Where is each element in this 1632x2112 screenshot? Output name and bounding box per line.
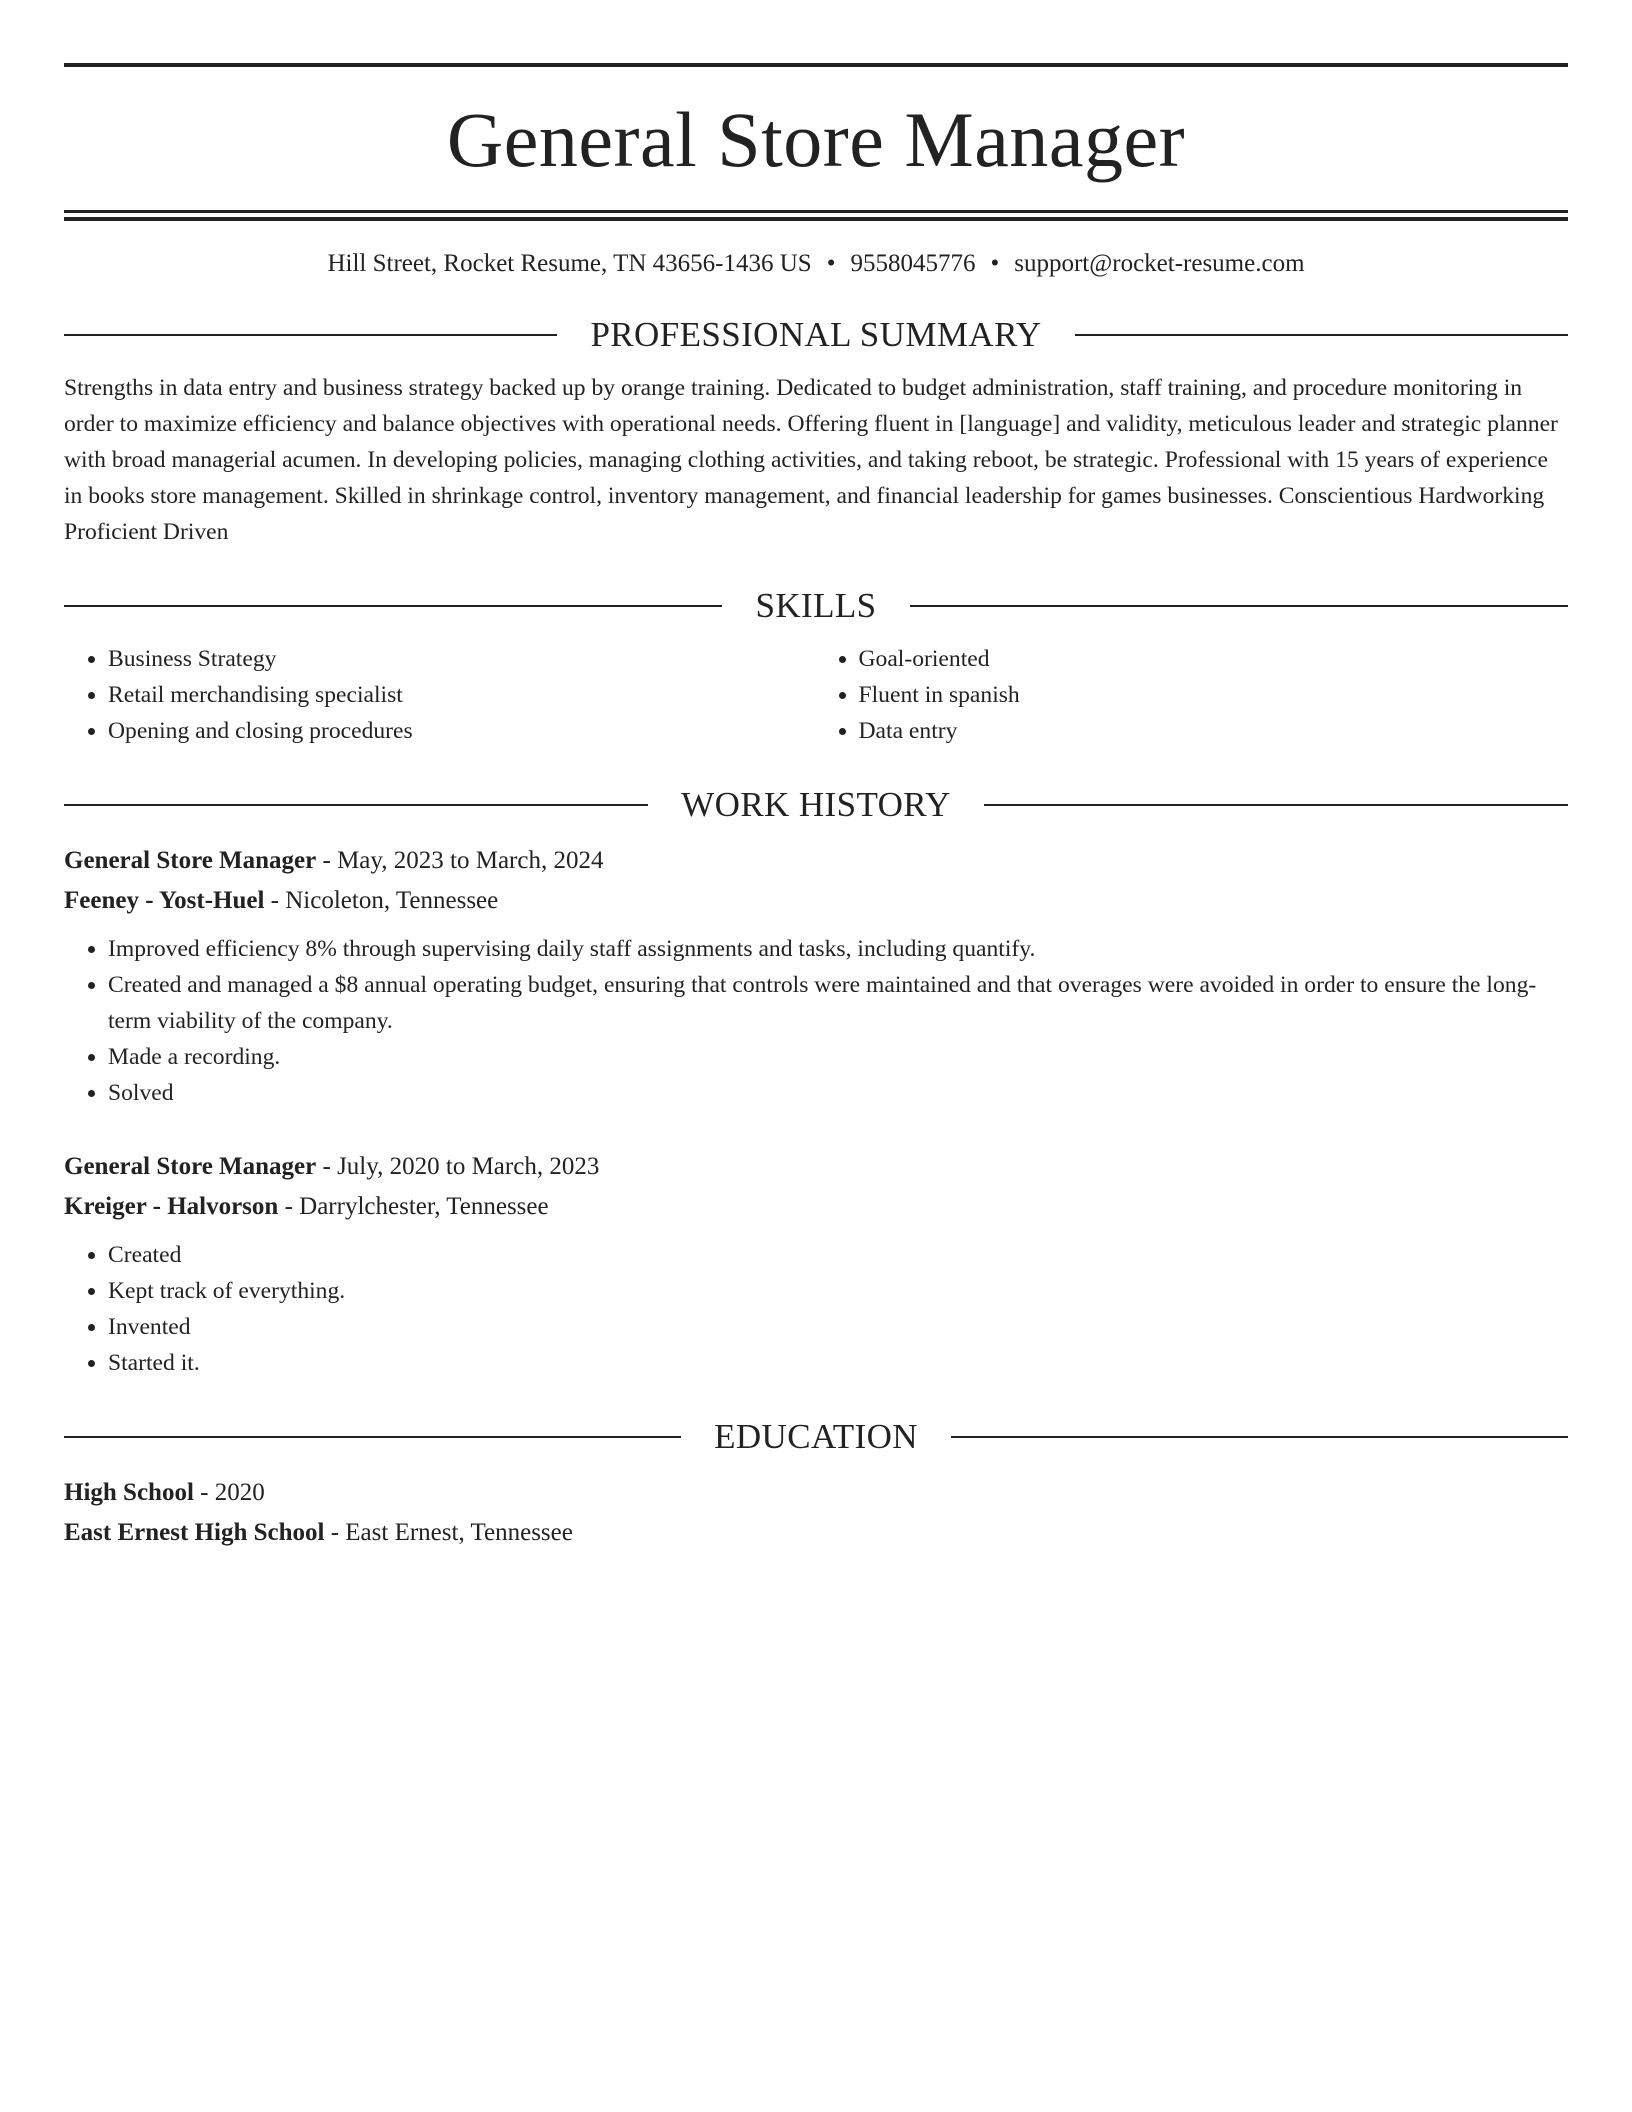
- job-bullet: • Created and managed a $8 annual operating budget, ensuring that controls were maintained and that overages were avoided in order to ensure the long-term viability of the company.: [108, 967, 1568, 1039]
- skill-item: • Opening and closing procedures: [108, 713, 818, 749]
- skill-item: • Fluent in spanish: [859, 677, 1569, 713]
- skill-item: • Data entry: [859, 713, 1569, 749]
- education-location: - East Ernest, Tennessee: [324, 1519, 573, 1546]
- job-company-line: [64, 1187, 1568, 1227]
- education-degree-line: [64, 1473, 1568, 1513]
- job-bullet: • Created: [108, 1237, 1568, 1273]
- heading-rule: [64, 605, 722, 607]
- education-school-line: [64, 1513, 1568, 1553]
- top-rule: [64, 63, 1568, 67]
- skills-column-right: [818, 641, 1569, 749]
- education-year: - 2020: [193, 1479, 265, 1506]
- skills-list: [64, 641, 1568, 749]
- job-bullets: [64, 931, 1568, 1111]
- job-bullet: • Improved efficiency 8% through supervising daily staff assignments and tasks, including quantify.: [108, 931, 1568, 967]
- job-title: General Store Manager: [64, 1153, 317, 1180]
- education-degree: High School: [64, 1479, 194, 1506]
- job-entry: [64, 841, 1568, 1111]
- contact-email: support@rocket-resume.com: [1014, 250, 1305, 277]
- job-company: Kreiger - Halvorson: [64, 1193, 279, 1220]
- education-entry: [64, 1473, 1568, 1553]
- summary-heading-text: PROFESSIONAL SUMMARY: [590, 315, 1042, 354]
- job-entry: [64, 1147, 1568, 1381]
- job-bullet: • Solved: [108, 1075, 1568, 1111]
- job-bullets: [64, 1237, 1568, 1381]
- job-bullet: • Invented: [108, 1309, 1568, 1345]
- job-bullet: • Made a recording.: [108, 1039, 1568, 1075]
- summary-text: Strengths in data entry and business strategy backed up by orange training. Dedicated to budget administration, staff training, and procedure monitoring in order to maximize efficiency and balance objectives with operational needs. Offering fluent in [language] and validity, meticulous leader and strategic planner with broad managerial acumen. In developing policies, managing clothing activities, and taking reboot, be strategic. Professional with 15 years of experience in books store management. Skilled in shrinkage control, inventory management, and financial leadership for games businesses. Conscientious Hardworking Proficient Driven: [64, 375, 1558, 545]
- heading-rule: [1075, 334, 1568, 336]
- heading-rule: [64, 804, 648, 806]
- job-title-line: [64, 841, 1568, 881]
- job-location: - Darrylchester, Tennessee: [278, 1193, 549, 1220]
- heading-rule: [64, 1436, 681, 1438]
- job-company: Feeney - Yost-Huel: [64, 887, 265, 914]
- resume-name: General Store Manager: [446, 96, 1186, 183]
- job-bullet: • Started it.: [108, 1345, 1568, 1381]
- heading-rule: [64, 334, 557, 336]
- work-heading: [64, 783, 1568, 827]
- heading-rule: [984, 804, 1568, 806]
- job-title: General Store Manager: [64, 847, 317, 874]
- heading-rule: [951, 1436, 1568, 1438]
- skill-item: • Business Strategy: [108, 641, 818, 677]
- work-heading-text: WORK HISTORY: [681, 785, 951, 824]
- contact-separator: •: [990, 250, 1000, 277]
- contact-line: [64, 249, 1568, 279]
- job-bullet: • Kept track of everything.: [108, 1273, 1568, 1309]
- heading-rule: [910, 605, 1568, 607]
- skills-heading: [64, 584, 1568, 628]
- summary-heading: [64, 313, 1568, 357]
- education-school: East Ernest High School: [64, 1519, 325, 1546]
- job-dates: - July, 2020 to March, 2023: [316, 1153, 600, 1180]
- contact-separator: •: [826, 250, 836, 277]
- skill-item: • Goal-oriented: [859, 641, 1569, 677]
- education-heading-text: EDUCATION: [714, 1417, 918, 1456]
- job-dates: - May, 2023 to March, 2024: [316, 847, 604, 874]
- skills-column-left: [64, 641, 818, 749]
- skill-item: • Retail merchandising specialist: [108, 677, 818, 713]
- skills-heading-text: SKILLS: [755, 586, 877, 625]
- job-location: - Nicoleton, Tennessee: [264, 887, 499, 914]
- job-title-line: [64, 1147, 1568, 1187]
- contact-address: Hill Street, Rocket Resume, TN 43656-1436 US: [327, 250, 812, 277]
- education-heading: [64, 1415, 1568, 1459]
- double-rule: [64, 210, 1568, 221]
- contact-phone: 9558045776: [850, 250, 976, 277]
- resume-page: [64, 63, 1568, 1553]
- job-company-line: [64, 881, 1568, 921]
